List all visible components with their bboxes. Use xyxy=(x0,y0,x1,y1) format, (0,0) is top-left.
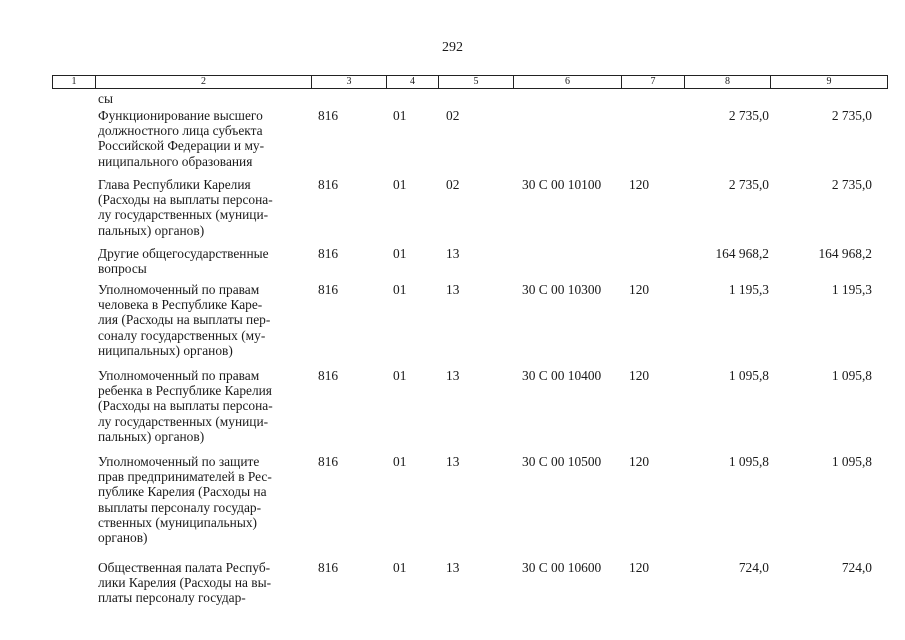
row-chapter-code: 816 xyxy=(318,560,339,575)
header-col-1: 1 xyxy=(71,76,77,87)
row-name: Общественная палата Респуб- лики Карелия (Расходы на вы- платы персоналу государ- xyxy=(98,560,272,606)
row-amount-2: 724,0 xyxy=(841,560,872,575)
row-target-code: 30 С 00 10100 xyxy=(522,177,602,192)
row-amount-1: 1 095,8 xyxy=(728,368,769,383)
header-col-2: 2 xyxy=(95,76,311,88)
row-expense-type: 120 xyxy=(629,282,650,297)
row-expense-type: 120 xyxy=(629,177,650,192)
row-name: Уполномоченный по защите прав предпринимателей в Рес- публике Карелия (Расходы на выплаты персоналу государ- ственных (муниципальных) органов) xyxy=(98,454,272,546)
row-expense-type: 120 xyxy=(629,560,650,575)
row-target-code: 30 С 00 10300 xyxy=(522,282,602,297)
row-chapter-code: 816 xyxy=(318,246,339,261)
row-expense-type: 120 xyxy=(629,368,650,383)
row-amount-2: 1 095,8 xyxy=(831,368,872,383)
header-col-3: 3 xyxy=(311,76,386,88)
row-amount-2: 1 195,3 xyxy=(831,282,872,297)
row-name: Другие общегосударственные вопросы xyxy=(98,246,269,277)
row-amount-1: 164 968,2 xyxy=(715,246,769,261)
row-chapter-code: 816 xyxy=(318,368,339,383)
row-subsection-code: 02 xyxy=(446,177,460,192)
header-col-6: 6 xyxy=(513,76,621,88)
row-chapter-code: 816 xyxy=(318,177,339,192)
row-amount-1: 2 735,0 xyxy=(728,177,769,192)
row-amount-1: 1 095,8 xyxy=(728,454,769,469)
row-chapter-code: 816 xyxy=(318,282,339,297)
row-chapter-code: 816 xyxy=(318,108,339,123)
row-subsection-code: 13 xyxy=(446,560,460,575)
header-col-9: 9 xyxy=(770,76,887,88)
row-subsection-code: 13 xyxy=(446,282,460,297)
row-amount-1: 1 195,3 xyxy=(728,282,769,297)
row-name: Уполномоченный по правам ребенка в Республике Карелия (Расходы на выплаты персона- лу государственных (муници- пальных) органов) xyxy=(98,368,273,444)
row-section-code: 01 xyxy=(393,454,407,469)
row-expense-type: 120 xyxy=(629,454,650,469)
row-section-code: 01 xyxy=(393,282,407,297)
row-section-code: 01 xyxy=(393,368,407,383)
row-amount-2: 1 095,8 xyxy=(831,454,872,469)
row-target-code: 30 С 00 10600 xyxy=(522,560,602,575)
header-col-7: 7 xyxy=(621,76,684,88)
row-section-code: 01 xyxy=(393,560,407,575)
row-section-code: 01 xyxy=(393,108,407,123)
row-name: Глава Республики Карелия (Расходы на выплаты персона- лу государственных (муници- пальных) органов) xyxy=(98,177,273,238)
row-name: Функционирование высшего должностного лица субъекта Российской Федерации и му- ниципального образования xyxy=(98,108,265,169)
row-amount-2: 2 735,0 xyxy=(831,108,872,123)
page-number: 292 xyxy=(442,40,463,55)
row-subsection-code: 13 xyxy=(446,368,460,383)
header-col-5: 5 xyxy=(438,76,513,88)
header-col-4: 4 xyxy=(386,76,438,88)
row-chapter-code: 816 xyxy=(318,454,339,469)
row-amount-2: 164 968,2 xyxy=(818,246,872,261)
row-target-code: 30 С 00 10500 xyxy=(522,454,602,469)
row-subsection-code: 13 xyxy=(446,246,460,261)
header-col-8: 8 xyxy=(684,76,770,88)
row-section-code: 01 xyxy=(393,177,407,192)
row-target-code: 30 С 00 10400 xyxy=(522,368,602,383)
row-amount-1: 2 735,0 xyxy=(728,108,769,123)
row-subsection-code: 13 xyxy=(446,454,460,469)
row-section-code: 01 xyxy=(393,246,407,261)
row-subsection-code: 02 xyxy=(446,108,460,123)
row-name: сы xyxy=(98,91,113,106)
row-amount-2: 2 735,0 xyxy=(831,177,872,192)
row-amount-1: 724,0 xyxy=(738,560,769,575)
table-header xyxy=(52,75,888,89)
row-name: Уполномоченный по правам человека в Республике Каре- лия (Расходы на выплаты пер- соналу государственных (му- ниципальных) органов) xyxy=(98,282,271,358)
